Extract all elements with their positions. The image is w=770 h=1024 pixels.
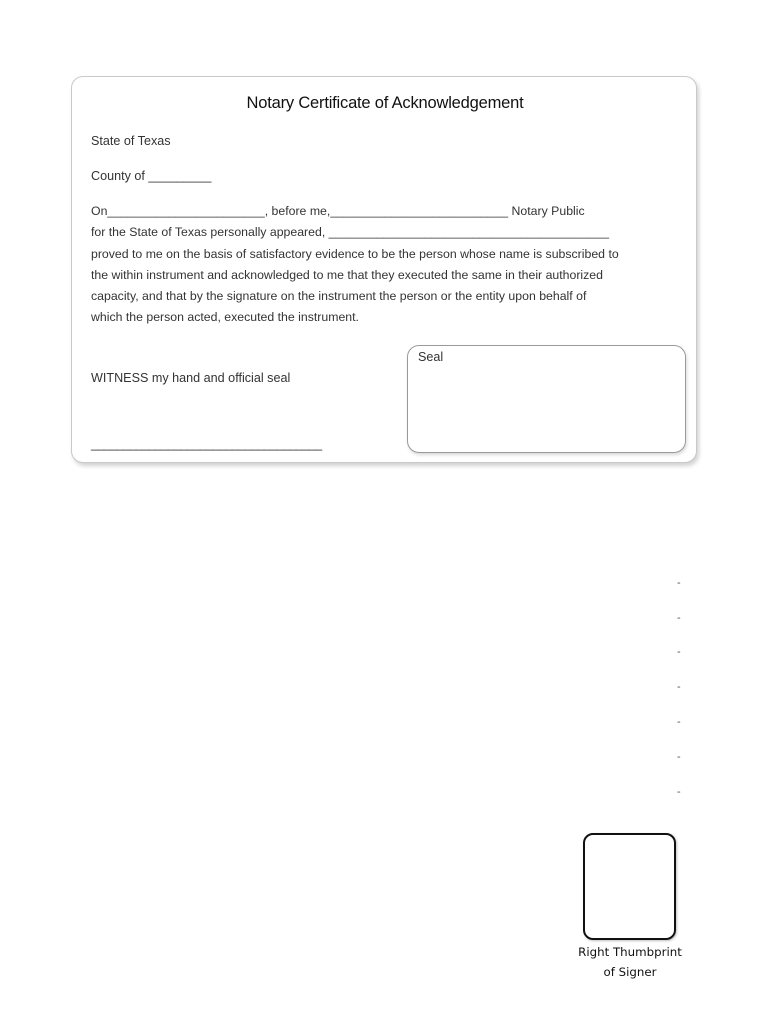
margin-mark: - — [677, 612, 681, 624]
margin-mark: - — [677, 786, 681, 798]
margin-mark: - — [677, 751, 681, 763]
paragraph-line: for the State of Texas personally appeared, _________________________________________ — [91, 225, 610, 240]
paragraph-line: which the person acted, executed the instrument. — [91, 310, 359, 325]
signature-line: ____________________________________ — [91, 437, 322, 451]
margin-mark: - — [677, 577, 681, 589]
seal-box — [407, 345, 686, 453]
margin-mark: - — [677, 716, 681, 728]
paragraph-line: capacity, and that by the signature on the instrument the person or the entity upon behalf of — [91, 289, 587, 304]
seal-label: Seal — [418, 350, 444, 364]
acknowledgement-paragraph — [91, 201, 681, 329]
certificate-title: Notary Certificate of Acknowledgement — [246, 94, 524, 112]
thumbprint-box — [583, 833, 676, 940]
margin-mark: - — [677, 646, 681, 658]
witness-line: WITNESS my hand and official seal — [91, 371, 291, 385]
state-line: State of Texas — [91, 134, 171, 148]
thumbprint-caption — [560, 942, 700, 982]
county-line: County of _________ — [91, 169, 212, 183]
thumbprint-caption-line: of Signer — [603, 965, 657, 979]
paragraph-line: On_______________________, before me,__________________________ Notary Public — [91, 204, 585, 218]
margin-mark: - — [677, 681, 681, 693]
paragraph-line: the within instrument and acknowledged to me that they executed the same in their authorized — [91, 267, 603, 282]
thumbprint-caption-line: Right Thumbprint — [578, 945, 682, 959]
paragraph-line: proved to me on the basis of satisfactory evidence to be the person whose name is subscribed to — [91, 246, 619, 261]
